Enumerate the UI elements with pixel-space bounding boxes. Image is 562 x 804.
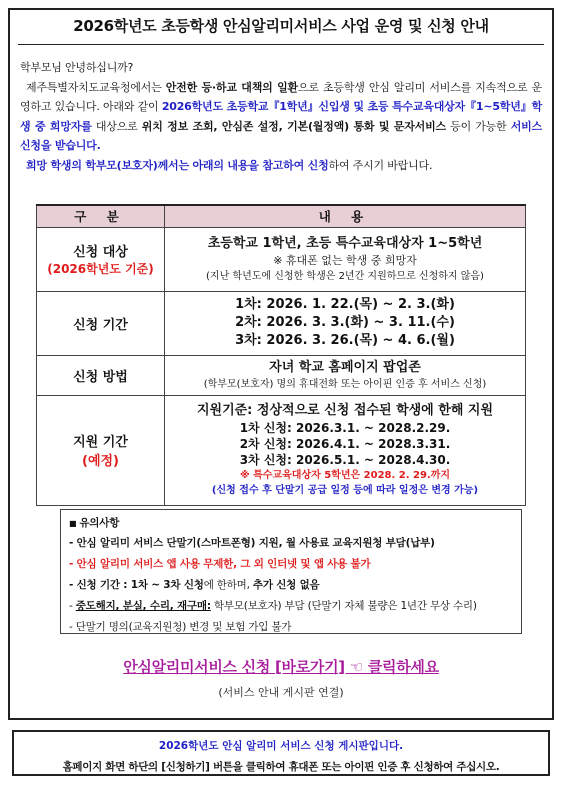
support-content-cell (165, 395, 526, 505)
header-content: 내 용 (165, 205, 526, 227)
support-label-sub: (예정) (82, 454, 119, 469)
support-line-2: 2차 신청: 2026.4.1. ~ 2028.3.31. (239, 437, 451, 451)
notice-item-4 (69, 596, 513, 617)
notice-item-2: - 안심 알리미 서비스 앱 사용 무제한, 그 외 인터넷 및 앱 사용 불가 (69, 558, 371, 570)
notice-item-1: - 안심 알리미 서비스 단말기(스마트폰형) 지원, 월 사용료 교육지원청 부담(납부) (69, 537, 435, 549)
method-note: (학부모(보호자) 명의 휴대전화 또는 아이핀 인증 후 서비스 신청) (203, 378, 487, 390)
notice-head (69, 514, 513, 533)
intro-paragraph-2 (20, 156, 542, 176)
method-label: 신청 방법 (37, 355, 165, 395)
method-main: 자녀 학교 홈페이지 팝업존 (269, 359, 421, 375)
intro-p1-c: 으로 초등학생 안심 알리미 서비스를 지속적으로 운영하고 있습니다. 아래와 같이 (20, 80, 542, 113)
notice-item-3-c: 추가 신청 없음 (252, 579, 320, 591)
intro-p1-f: 위치 정보 조회, 안심존 설정, 기본(월정액) 통화 및 문자서비스 (141, 119, 446, 133)
support-label: 지원 기간 (73, 435, 128, 450)
intro-p1-e: 대상으로 (91, 119, 142, 133)
square-bullet-icon: ■ (69, 519, 77, 528)
target-label-sub: (2026학년도 기준) (47, 262, 154, 276)
period-content-cell (165, 291, 526, 355)
support-note-red: ※ 특수교육대상자 5학년은 2028. 2. 29.까지 (239, 470, 451, 481)
apply-link[interactable]: 안심알리미서비스 신청 [바로가기] ☜ 클릭하세요 (123, 658, 439, 676)
footer-line-2: 홈페이지 화면 하단의 [신청하기] 버튼을 클릭하여 휴대폰 또는 아이핀 인증 후 신청하여 주십시오. (62, 761, 500, 773)
period-label: 신청 기간 (37, 291, 165, 355)
target-main: 초등학교 1학년, 초등 특수교육대상자 1~5학년 (207, 235, 483, 251)
target-label-cell (37, 227, 165, 291)
notice-item-4-b: 중도해지, 분실, 수리, 재구매: (75, 600, 211, 612)
intro-p2-a: 희망 학생의 학부모(보호자)께서는 아래의 내용을 참고하여 신청 (26, 158, 329, 172)
target-note-1: ※ 휴대폰 없는 학생 중 희망자 (273, 253, 417, 267)
table-row-support (37, 395, 526, 505)
table-row-target (37, 227, 526, 291)
intro-p2-b: 하여 주시기 바랍니다. (328, 158, 433, 172)
table-row-method (37, 355, 526, 395)
greeting: 학부모님 안녕하십니까? (20, 61, 134, 74)
notice-item-4-c: 학부모(보호자) 부담 (단말기 자체 불량은 1년간 무상 수리) (210, 600, 477, 612)
period-line-2: 2차: 2026. 3. 3.(화) ~ 3. 11.(수) (235, 315, 455, 330)
table-header-row (37, 205, 526, 227)
notice-item-3-a: - 신청 기간 : 1차 ~ 3차 신청 (69, 579, 204, 591)
table-row-period (37, 291, 526, 355)
notice-box (60, 509, 522, 634)
intro-paragraph-1 (20, 78, 542, 156)
title-divider (18, 44, 544, 45)
target-label: 신청 대상 (73, 245, 128, 260)
period-line-3: 3차: 2026. 3. 26.(목) ~ 4. 6.(월) (235, 333, 455, 348)
support-main: 지원기준: 정상적으로 신청 접수된 학생에 한해 지원 (196, 403, 494, 418)
intro-p1-b: 안전한 등·하교 대책의 일환 (165, 80, 298, 94)
method-content-cell (165, 355, 526, 395)
footer-box (12, 730, 550, 776)
notice-item-5: - 단말기 명의(교육지원청) 변경 및 보험 가입 불가 (69, 621, 292, 633)
support-label-cell (37, 395, 165, 505)
intro-p1-a: 제주특별자치도교육청에서는 (26, 80, 166, 94)
intro-text (20, 58, 542, 175)
support-line-1: 1차 신청: 2026.3.1. ~ 2028.2.29. (239, 421, 451, 435)
page-title: 2026학년도 초등학생 안심알리미서비스 사업 운영 및 신청 안내 (73, 17, 489, 35)
period-line-1: 1차: 2026. 1. 22.(목) ~ 2. 3.(화) (235, 297, 455, 312)
notice-item-4-a: - (69, 600, 76, 612)
intro-p1-d: 2026학년도 초등학교『1학년』신입생 및 초등 특수교육대상자『1~5학년』학생 중 희망자를 (20, 100, 542, 133)
intro-p1-h: 서비스 신청을 받습니다. (20, 119, 542, 152)
support-line-3: 3차 신청: 2026.5.1. ~ 2028.4.30. (239, 453, 451, 467)
apply-link-sub: (서비스 안내 게시판 연결) (218, 686, 344, 699)
support-note-blue: (신청 접수 후 단말기 공급 일정 등에 따라 일정은 변경 가능) (211, 485, 479, 496)
header-category: 구 분 (37, 205, 165, 227)
info-table (36, 204, 526, 506)
target-content-cell (165, 227, 526, 291)
intro-p1-g: 등이 가능한 (445, 119, 511, 133)
footer-line-1: 2026학년도 안심 알리미 서비스 신청 게시판입니다. (158, 740, 404, 752)
notice-item-3 (69, 575, 513, 596)
target-note-2: (지난 학년도에 신청한 학생은 2년간 지원하므로 신청하지 않음) (206, 270, 484, 282)
notice-item-3-b: 에 한하며, (203, 579, 253, 591)
notice-head-text: 유의사항 (79, 517, 120, 529)
